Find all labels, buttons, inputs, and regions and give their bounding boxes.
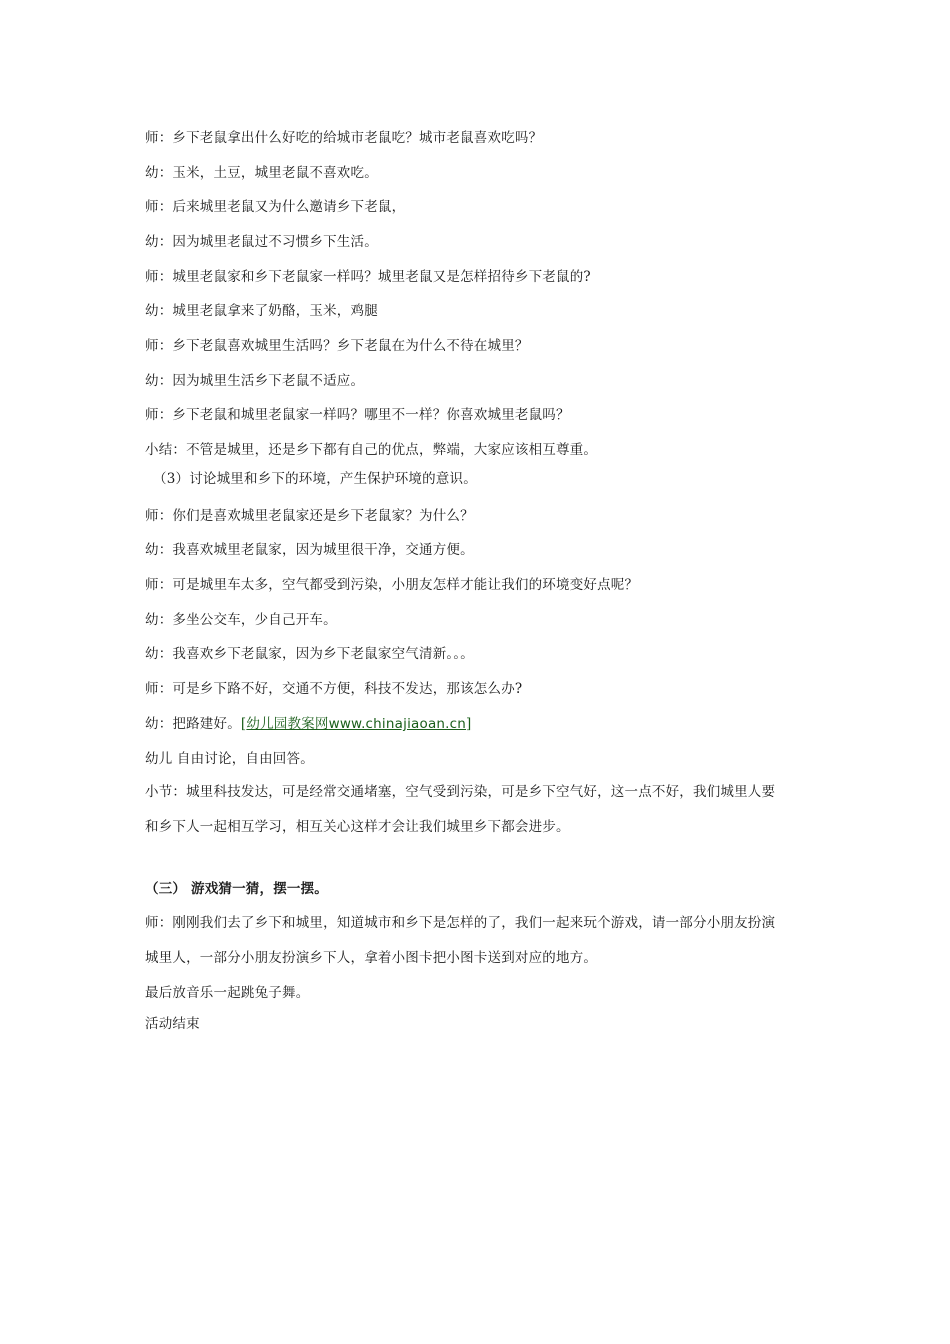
dialogue-line-with-link	[145, 714, 472, 734]
dialogue-line: 师：乡下老鼠喜欢城里生活吗？乡下老鼠在为什么不待在城里？	[145, 338, 529, 354]
link-bracket-open: [	[240, 716, 247, 732]
summary-line: 小结：不管是城里，还是乡下都有自己的优点，弊端，大家应该相互尊重。	[145, 442, 598, 458]
dialogue-line: 师：后来城里老鼠又为什么邀请乡下老鼠，	[145, 199, 406, 215]
link-bracket-close: ]	[466, 716, 472, 732]
dialogue-line: 师：刚刚我们去了乡下和城里，知道城市和乡下是怎样的了，我们一起来玩个游戏，请一部分小朋友扮演	[145, 915, 776, 931]
link-site-name: 幼儿园教案网	[246, 716, 329, 732]
dialogue-line: 幼：我喜欢乡下老鼠家，因为乡下老鼠家空气清新。。。	[145, 646, 474, 662]
source-link[interactable]	[241, 716, 472, 732]
dialogue-line: 幼：城里老鼠拿来了奶酪，玉米，鸡腿	[145, 303, 378, 319]
activity-end-line: 活动结束	[145, 1016, 200, 1032]
note-line: 幼儿 自由讨论，自由回答。	[145, 751, 314, 767]
dialogue-line: 师：乡下老鼠和城里老鼠家一样吗？哪里不一样？你喜欢城里老鼠吗？	[145, 407, 570, 423]
dialogue-line: 幼：我喜欢城里老鼠家，因为城里很干净，交通方便。	[145, 542, 474, 558]
dialogue-text: 幼：把路建好。	[145, 716, 241, 732]
dialogue-line: 师：你们是喜欢城里老鼠家还是乡下老鼠家？为什么？	[145, 508, 474, 524]
dialogue-line: 幼：多坐公交车，少自己开车。	[145, 612, 337, 628]
dialogue-line: 师：城里老鼠家和乡下老鼠家一样吗？城里老鼠又是怎样招待乡下老鼠的?	[145, 269, 591, 285]
dialogue-line: 幼：玉米，土豆，城里老鼠不喜欢吃。	[145, 165, 378, 181]
dialogue-line: 幼：因为城里老鼠过不习惯乡下生活。	[145, 234, 378, 250]
section-heading-game: （三） 游戏猜一猜，摆一摆。	[145, 881, 328, 897]
dialogue-line: 师：可是乡下路不好，交通不方便，科技不发达，那该怎么办?	[145, 681, 523, 697]
dialogue-line: 师：可是城里车太多，空气都受到污染，小朋友怎样才能让我们的环境变好点呢？	[145, 577, 639, 593]
section-heading-3: （3）讨论城里和乡下的环境，产生保护环境的意识。	[153, 471, 477, 487]
dialogue-line: 师：乡下老鼠拿出什么好吃的给城市老鼠吃？城市老鼠喜欢吃吗？	[145, 130, 543, 146]
dialogue-line: 幼：因为城里生活乡下老鼠不适应。	[145, 373, 365, 389]
closing-line: 最后放音乐一起跳兔子舞。	[145, 985, 310, 1001]
link-url: www.chinajiaoan.cn	[328, 716, 467, 732]
summary-line: 小节：城里科技发达，可是经常交通堵塞，空气受到污染，可是乡下空气好，这一点不好，我们城里人要	[145, 784, 776, 800]
dialogue-line: 城里人，一部分小朋友扮演乡下人，拿着小图卡把小图卡送到对应的地方。	[145, 950, 598, 966]
summary-line: 和乡下人一起相互学习，相互关心这样才会让我们城里乡下都会进步。	[145, 819, 570, 835]
